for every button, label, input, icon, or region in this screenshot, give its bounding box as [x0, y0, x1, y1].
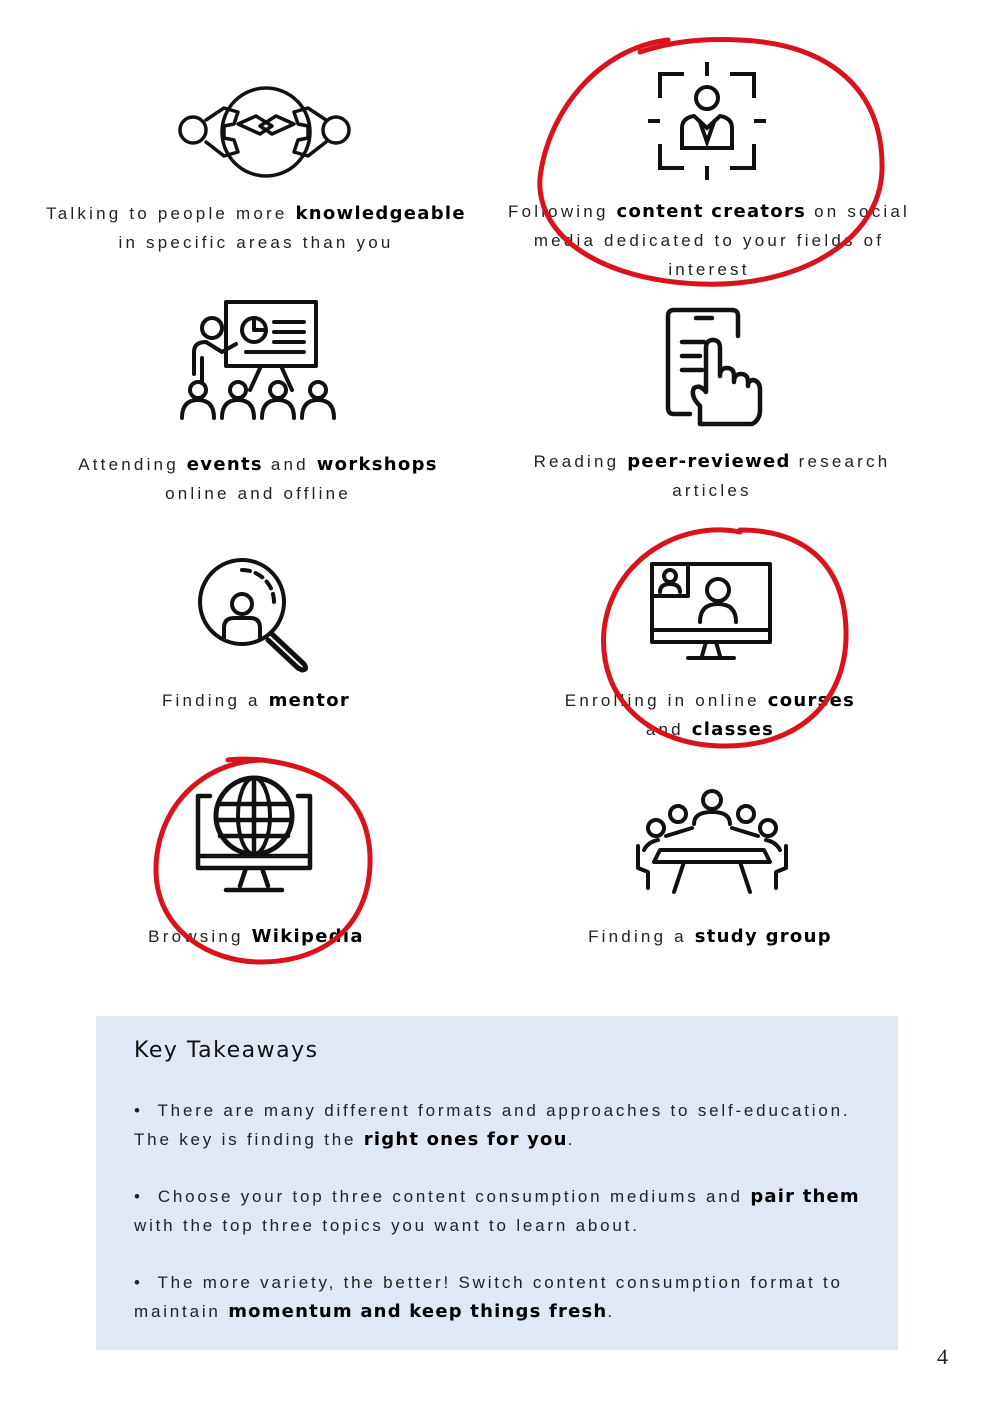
- caption-study-group: Finding a study group: [588, 926, 832, 947]
- caption-mentor: Finding a mentor: [161, 690, 351, 711]
- video-call-monitor-icon: [648, 560, 774, 664]
- takeaway-bullet-2: • Choose your top three content consumption mediums and pair them with the top three topics you want to learn about.: [134, 1186, 860, 1235]
- key-takeaways-box: [96, 1016, 898, 1350]
- caption-content-creators: Following content creators on social media dedicated to your fields of interest: [507, 201, 911, 279]
- caption-knowledgeable: Talking to people more knowledgeable in specific areas than you: [46, 203, 466, 252]
- presentation-audience-icon: [176, 298, 340, 424]
- caption-events-workshops: Attending events and workshops online and offline: [78, 454, 438, 503]
- focus-person-icon: [648, 62, 766, 180]
- caption-wikipedia: Browsing Wikipedia: [148, 926, 364, 947]
- caption-online-courses: Enrolling in online courses and classes: [564, 690, 856, 740]
- caption-peer-reviewed: Reading peer-reviewed research articles: [533, 451, 891, 500]
- page-number: 4: [937, 1344, 948, 1369]
- takeaway-bullet-1: • There are many different formats and approaches to self-education. The key is finding the right ones for you.: [134, 1101, 851, 1150]
- chain-handshake-icon: [176, 82, 356, 182]
- key-takeaways-title: Key Takeaways: [134, 1038, 319, 1063]
- tablet-touch-icon: [660, 306, 764, 432]
- meeting-table-icon: [632, 788, 792, 898]
- magnifier-person-icon: [194, 554, 314, 674]
- globe-monitor-icon: [192, 772, 316, 900]
- takeaway-bullet-3: • The more variety, the better! Switch content consumption format to maintain momentum and keep things fresh.: [134, 1273, 843, 1322]
